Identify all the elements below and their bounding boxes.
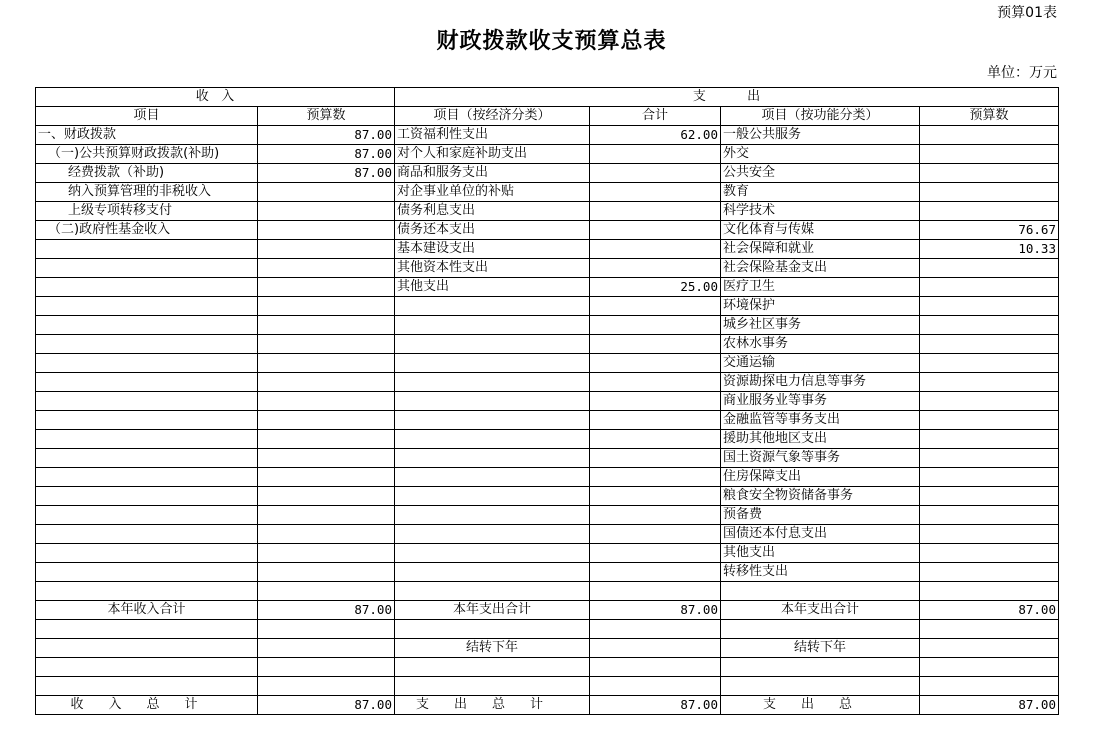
table-row xyxy=(36,335,1059,354)
economic-total-cell xyxy=(590,449,721,468)
economic-item-cell xyxy=(395,468,590,487)
functional-item-cell: 农林水事务 xyxy=(721,335,920,354)
functional-budget-cell xyxy=(920,259,1059,278)
income-item-cell xyxy=(36,392,258,411)
functional-total-value: 87.00 xyxy=(920,696,1059,715)
table-row xyxy=(36,373,1059,392)
functional-item-cell: 环境保护 xyxy=(721,297,920,316)
functional-budget-cell xyxy=(920,582,1059,601)
income-budget-cell xyxy=(258,278,395,297)
income-item-cell xyxy=(36,354,258,373)
income-summary-label: 本年收入合计 xyxy=(36,601,258,620)
income-budget-cell xyxy=(258,297,395,316)
economic-item-cell xyxy=(395,392,590,411)
functional-budget-cell xyxy=(920,525,1059,544)
functional-budget-cell xyxy=(920,183,1059,202)
income-budget-cell xyxy=(258,468,395,487)
economic-item-cell: 其他支出 xyxy=(395,278,590,297)
economic-total-cell xyxy=(590,297,721,316)
blank-row xyxy=(36,658,1059,677)
functional-item-cell: 其他支出 xyxy=(721,544,920,563)
income-item-cell xyxy=(36,259,258,278)
header-row-1 xyxy=(36,88,1059,107)
functional-budget-cell xyxy=(920,449,1059,468)
income-item-cell xyxy=(36,240,258,259)
economic-item-cell xyxy=(395,411,590,430)
income-budget-cell xyxy=(258,316,395,335)
economic-total-cell: 62.00 xyxy=(590,126,721,145)
functional-budget-cell xyxy=(920,411,1059,430)
economic-item-cell: 债务还本支出 xyxy=(395,221,590,240)
col-header-functional-item: 项目（按功能分类） xyxy=(721,107,920,126)
functional-summary-value: 87.00 xyxy=(920,601,1059,620)
income-item-cell xyxy=(36,525,258,544)
table-row xyxy=(36,221,1059,240)
income-item-cell xyxy=(36,411,258,430)
economic-total-cell xyxy=(590,563,721,582)
income-budget-cell xyxy=(258,525,395,544)
economic-total-cell xyxy=(590,373,721,392)
economic-total-cell xyxy=(590,468,721,487)
economic-item-cell: 基本建设支出 xyxy=(395,240,590,259)
income-item-cell: 纳入预算管理的非税收入 xyxy=(36,183,258,202)
functional-item-cell: 社会保障和就业 xyxy=(721,240,920,259)
functional-item-cell: 一般公共服务 xyxy=(721,126,920,145)
functional-item-cell xyxy=(721,582,920,601)
functional-budget-cell xyxy=(920,506,1059,525)
income-budget-cell xyxy=(258,221,395,240)
expense-section-header: 支 出 xyxy=(395,88,1059,107)
table-row xyxy=(36,582,1059,601)
table-row xyxy=(36,202,1059,221)
col-header-economic-item: 项目（按经济分类） xyxy=(395,107,590,126)
functional-item-cell: 商业服务业等事务 xyxy=(721,392,920,411)
income-item-cell xyxy=(36,278,258,297)
economic-total-cell xyxy=(590,164,721,183)
table-row xyxy=(36,506,1059,525)
economic-total-cell xyxy=(590,582,721,601)
economic-total-cell xyxy=(590,202,721,221)
table-row xyxy=(36,297,1059,316)
income-total-value: 87.00 xyxy=(258,696,395,715)
economic-item-cell xyxy=(395,525,590,544)
budget-table xyxy=(35,87,1059,715)
income-budget-cell xyxy=(258,354,395,373)
income-item-cell xyxy=(36,297,258,316)
economic-total-cell xyxy=(590,430,721,449)
page-title: 财政拨款收支预算总表 xyxy=(436,28,667,54)
income-budget-cell xyxy=(258,392,395,411)
grand-total-row xyxy=(36,696,1059,715)
functional-item-cell: 交通运输 xyxy=(721,354,920,373)
expense-summary-value: 87.00 xyxy=(590,601,721,620)
income-budget-cell: 87.00 xyxy=(258,126,395,145)
income-item-cell: 上级专项转移支付 xyxy=(36,202,258,221)
blank-row xyxy=(36,620,1059,639)
economic-item-cell: 其他资本性支出 xyxy=(395,259,590,278)
income-item-cell xyxy=(36,563,258,582)
economic-total-cell xyxy=(590,221,721,240)
income-budget-cell xyxy=(258,373,395,392)
functional-item-cell: 住房保障支出 xyxy=(721,468,920,487)
functional-budget-cell xyxy=(920,373,1059,392)
economic-total-cell xyxy=(590,525,721,544)
carry-forward-label-economic: 结转下年 xyxy=(395,639,590,658)
economic-item-cell: 对个人和家庭补助支出 xyxy=(395,145,590,164)
economic-total-cell xyxy=(590,240,721,259)
col-header-total: 合计 xyxy=(590,107,721,126)
income-item-cell xyxy=(36,468,258,487)
economic-item-cell xyxy=(395,335,590,354)
table-row xyxy=(36,468,1059,487)
income-budget-cell xyxy=(258,259,395,278)
functional-budget-cell xyxy=(920,316,1059,335)
table-row xyxy=(36,411,1059,430)
table-row xyxy=(36,487,1059,506)
functional-item-cell: 预备费 xyxy=(721,506,920,525)
income-budget-cell xyxy=(258,183,395,202)
functional-item-cell: 教育 xyxy=(721,183,920,202)
table-row xyxy=(36,392,1059,411)
economic-total-cell xyxy=(590,316,721,335)
economic-item-cell xyxy=(395,506,590,525)
economic-item-cell xyxy=(395,354,590,373)
functional-item-cell: 资源勘探电力信息等事务 xyxy=(721,373,920,392)
income-item-cell xyxy=(36,316,258,335)
economic-item-cell xyxy=(395,316,590,335)
economic-total-cell xyxy=(590,145,721,164)
economic-item-cell xyxy=(395,297,590,316)
functional-budget-cell: 10.33 xyxy=(920,240,1059,259)
table-row xyxy=(36,563,1059,582)
economic-item-cell xyxy=(395,487,590,506)
functional-item-cell: 国债还本付息支出 xyxy=(721,525,920,544)
table-row xyxy=(36,430,1059,449)
economic-item-cell: 债务利息支出 xyxy=(395,202,590,221)
col-header-income-budget: 预算数 xyxy=(258,107,395,126)
functional-budget-cell xyxy=(920,145,1059,164)
form-code: 预算01表 xyxy=(997,5,1057,21)
income-item-cell xyxy=(36,430,258,449)
table-row xyxy=(36,278,1059,297)
functional-budget-cell xyxy=(920,544,1059,563)
col-header-income-item: 项目 xyxy=(36,107,258,126)
income-budget-cell xyxy=(258,240,395,259)
economic-total-cell xyxy=(590,335,721,354)
table-row xyxy=(36,240,1059,259)
income-budget-cell xyxy=(258,563,395,582)
economic-item-cell xyxy=(395,449,590,468)
income-budget-cell xyxy=(258,487,395,506)
functional-budget-cell xyxy=(920,430,1059,449)
income-budget-cell xyxy=(258,582,395,601)
income-budget-cell xyxy=(258,506,395,525)
income-budget-cell: 87.00 xyxy=(258,145,395,164)
expense-summary-label: 本年支出合计 xyxy=(395,601,590,620)
functional-budget-cell xyxy=(920,335,1059,354)
income-budget-cell xyxy=(258,335,395,354)
summary-row xyxy=(36,601,1059,620)
economic-item-cell xyxy=(395,544,590,563)
income-item-cell: 经费拨款（补助) xyxy=(36,164,258,183)
functional-budget-cell xyxy=(920,202,1059,221)
col-header-functional-budget: 预算数 xyxy=(920,107,1059,126)
functional-item-cell: 转移性支出 xyxy=(721,563,920,582)
functional-item-cell: 城乡社区事务 xyxy=(721,316,920,335)
functional-item-cell: 粮食安全物资储备事务 xyxy=(721,487,920,506)
economic-item-cell: 工资福利性支出 xyxy=(395,126,590,145)
functional-budget-cell xyxy=(920,354,1059,373)
functional-budget-cell xyxy=(920,278,1059,297)
economic-item-cell xyxy=(395,373,590,392)
functional-budget-cell xyxy=(920,563,1059,582)
income-item-cell xyxy=(36,373,258,392)
income-budget-cell xyxy=(258,411,395,430)
economic-total-cell xyxy=(590,392,721,411)
income-item-cell xyxy=(36,582,258,601)
functional-budget-cell xyxy=(920,126,1059,145)
functional-budget-cell xyxy=(920,164,1059,183)
table-row xyxy=(36,316,1059,335)
table-row xyxy=(36,126,1059,145)
header-row-2 xyxy=(36,107,1059,126)
economic-total-cell xyxy=(590,506,721,525)
functional-item-cell: 社会保险基金支出 xyxy=(721,259,920,278)
income-item-cell xyxy=(36,449,258,468)
unit-label: 单位：万元 xyxy=(987,65,1057,81)
income-total-label: 收入总计 xyxy=(36,696,258,715)
income-item-cell xyxy=(36,544,258,563)
income-item-cell xyxy=(36,506,258,525)
blank-row xyxy=(36,677,1059,696)
functional-item-cell: 文化体育与传媒 xyxy=(721,221,920,240)
economic-total-cell xyxy=(590,487,721,506)
economic-total-cell: 25.00 xyxy=(590,278,721,297)
income-item-cell: 一、财政拨款 xyxy=(36,126,258,145)
functional-item-cell: 援助其他地区支出 xyxy=(721,430,920,449)
functional-budget-cell xyxy=(920,468,1059,487)
income-item-cell: （一)公共预算财政拨款(补助) xyxy=(36,145,258,164)
economic-item-cell xyxy=(395,582,590,601)
functional-item-cell: 金融监管等事务支出 xyxy=(721,411,920,430)
functional-total-label: 支出总 xyxy=(721,696,920,715)
income-item-cell: （二)政府性基金收入 xyxy=(36,221,258,240)
functional-budget-cell xyxy=(920,392,1059,411)
table-row xyxy=(36,449,1059,468)
economic-item-cell: 商品和服务支出 xyxy=(395,164,590,183)
income-item-cell xyxy=(36,335,258,354)
income-budget-cell xyxy=(258,544,395,563)
income-budget-cell: 87.00 xyxy=(258,164,395,183)
carry-forward-label-functional: 结转下年 xyxy=(721,639,920,658)
economic-item-cell: 对企事业单位的补贴 xyxy=(395,183,590,202)
economic-item-cell xyxy=(395,430,590,449)
income-budget-cell xyxy=(258,430,395,449)
table-row xyxy=(36,354,1059,373)
economic-total-cell xyxy=(590,183,721,202)
expense-total-label: 支出总计 xyxy=(395,696,590,715)
functional-budget-cell: 76.67 xyxy=(920,221,1059,240)
income-section-header: 收 入 xyxy=(36,88,395,107)
expense-total-value: 87.00 xyxy=(590,696,721,715)
carry-forward-row xyxy=(36,639,1059,658)
income-budget-cell xyxy=(258,449,395,468)
economic-total-cell xyxy=(590,544,721,563)
functional-item-cell: 医疗卫生 xyxy=(721,278,920,297)
income-budget-cell xyxy=(258,202,395,221)
functional-item-cell: 国土资源气象等事务 xyxy=(721,449,920,468)
economic-total-cell xyxy=(590,354,721,373)
table-row xyxy=(36,259,1059,278)
economic-item-cell xyxy=(395,563,590,582)
table-row xyxy=(36,183,1059,202)
functional-item-cell: 公共安全 xyxy=(721,164,920,183)
functional-summary-label: 本年支出合计 xyxy=(721,601,920,620)
economic-total-cell xyxy=(590,259,721,278)
income-item-cell xyxy=(36,487,258,506)
functional-item-cell: 外交 xyxy=(721,145,920,164)
income-summary-value: 87.00 xyxy=(258,601,395,620)
functional-item-cell: 科学技术 xyxy=(721,202,920,221)
functional-budget-cell xyxy=(920,487,1059,506)
table-row xyxy=(36,164,1059,183)
table-row xyxy=(36,544,1059,563)
table-row xyxy=(36,525,1059,544)
table-row xyxy=(36,145,1059,164)
functional-budget-cell xyxy=(920,297,1059,316)
economic-total-cell xyxy=(590,411,721,430)
